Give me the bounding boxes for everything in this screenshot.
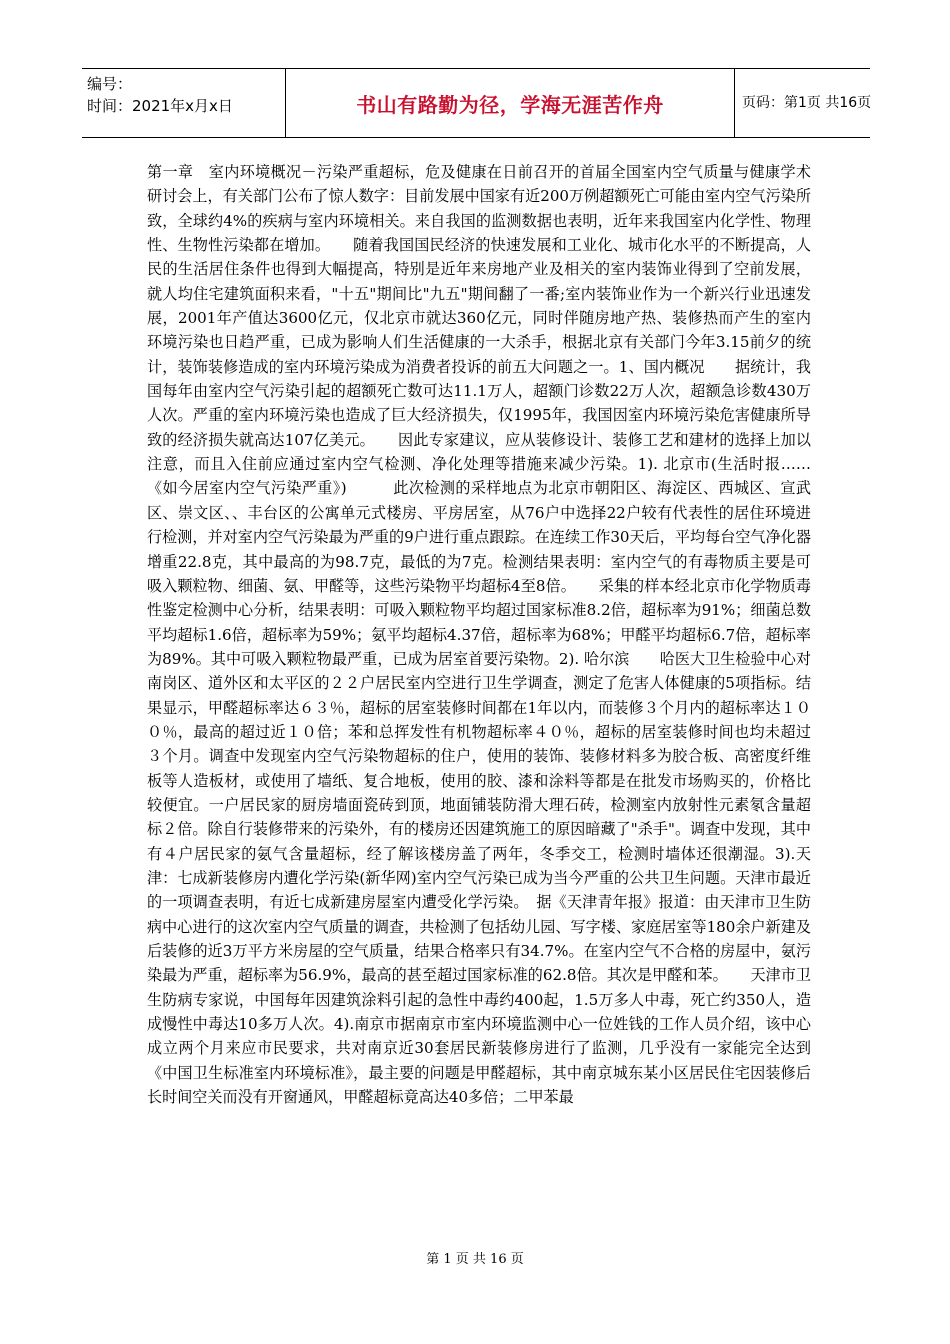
header-left [87,73,279,117]
header-motto-cell [285,69,735,137]
doc-number-label: 编号： [87,75,133,93]
header-motto: 书山有路勤为径，学海无涯苦作舟 [356,92,664,117]
page-header [82,68,870,138]
document-body: 第一章 室内环境概况－污染严重超标，危及健康在日前召开的首届全国室内空气质量与健康学术研讨会上，有关部门公布了惊人数字：目前发展中国家有近200万例超额死亡可能由室内空气污染所致，全球约4%的疾病与室内环境相关。来自我国的监测数据也表明，近年来我国室内化学性、物理性、生物性污染都在增加。 随着我国国民经济的快速发展和工业化、城市化水平的不断提高，人民的生活居住条件也得到大幅提高，特别是近年来房地产业及相关的室内装饰业得到了空前发展，就人均住宅建筑面积来看，"十五"期间比"九五"期间翻了一番;室内装饰业作为一个新兴行业迅速发展，2001年产值达3600亿元，仅北京市就达360亿元，同时伴随房地产热、装修热而产生的室内环境污染也日趋严重，已成为影响人们生活健康的一大杀手，根据北京有关部门今年3.15前夕的统计，装饰装修造成的室内环境污染成为消费者投诉的前五大问题之一。1、国内概况 据统计，我国每年由室内空气污染引起的超额死亡数可达11.1万人，超额门诊数22万人次，超额急诊数430万人次。严重的室内环境污染也造成了巨大经济损失，仅1995年，我国因室内环境污染危害健康所导致的经济损失就高达107亿美元。 因此专家建议，应从装修设计、装修工艺和建材的选择上加以注意，而且入住前应通过室内空气检测、净化处理等措施来减少污染。1). 北京市(生活时报……《如今居室内空气污染严重》) 此次检测的采样地点为北京市朝阳区、海淀区、西城区、宣武区、崇文区、、丰台区的公寓单元式楼房、平房居室，从76户中选择22户较有代表性的居住环境进行检测，并对室内空气污染最为严重的9户进行重点跟踪。在连续工作30天后，平均每台空气净化器增重22.8克，其中最高的为98.7克，最低的为7克。检测结果表明：室内空气的有毒物质主要是可吸入颗粒物、细菌、氨、甲醛等，这些污染物平均超标4至8倍。 采集的样本经北京市化学物质毒性鉴定检测中心分析，结果表明：可吸入颗粒物平均超过国家标准8.2倍，超标率为91%；细菌总数平均超标1.6倍，超标率为59%；氨平均超标4.37倍，超标率为68%；甲醛平均超标6.7倍，超标率为89%。其中可吸入颗粒物最严重，已成为居室首要污染物。2). 哈尔滨 哈医大卫生检验中心对南岗区、道外区和太平区的２２户居民室内空进行卫生学调查，测定了危害人体健康的5项指标。结果显示，甲醛超标率达６３％，超标的居室装修时间都在1年以内，而装修３个月内的超标率达１００％，最高的超过近１０倍；苯和总挥发性有机物超标率４０％，超标的居室装修时间也均未超过３个月。调查中发现室内空气污染物超标的住户，使用的装饰、装修材料多为胶合板、高密度纤维板等人造板材，或使用了墙纸、复合地板，使用的胶、漆和涂料等都是在批发市场购买的，价格比较便宜。一户居民家的厨房墙面瓷砖到顶，地面铺装防滑大理石砖，检测室内放射性元素氡含量超标２倍。除自行装修带来的污染外，有的楼房还因建筑施工的原因暗藏了"杀手"。调查中发现，其中有４户居民家的氨气含量超标，经了解该楼房盖了两年，冬季交工，检测时墙体还很潮湿。3).天津：七成新装修房内遭化学污染(新华网)室内空气污染已成为当今严重的公共卫生问题。天津市最近的一项调查表明，有近七成新建房屋室内遭受化学污染。 据《天津青年报》报道：由天津市卫生防病中心进行的这次室内空气质量的调查，共检测了包括幼儿园、写字楼、家庭居室等180余户新建及后装修的近3万平方米房屋的空气质量，结果合格率只有34.7%。在室内空气不合格的房屋中，氨污染最为严重，超标率为56.9%，最高的甚至超过国家标准的62.8倍。其次是甲醛和苯。 天津市卫生防病专家说，中国每年因建筑涂料引起的急性中毒约400起，1.5万多人中毒，死亡约350人，造成慢性中毒达10多万人次。4).南京市据南京市室内环境监测中心一位姓钱的工作人员介绍，该中心成立两个月来应市民要求，共对南京近30套居民新装修房进行了监测，几乎没有一家能完全达到《中国卫生标准室内环境标准》，最主要的问题是甲醛超标，其中南京城东某小区居民住宅因装修后长时间空关而没有开窗通风，甲醛超标竟高达40多倍；二甲苯最 [147,163,811,1107]
doc-date: 时间：2021年x月x日 [87,97,233,115]
page-footer: 第 1 页 共 16 页 [426,1252,524,1267]
header-page-info: 页码：第1页 共16页 [742,95,872,111]
